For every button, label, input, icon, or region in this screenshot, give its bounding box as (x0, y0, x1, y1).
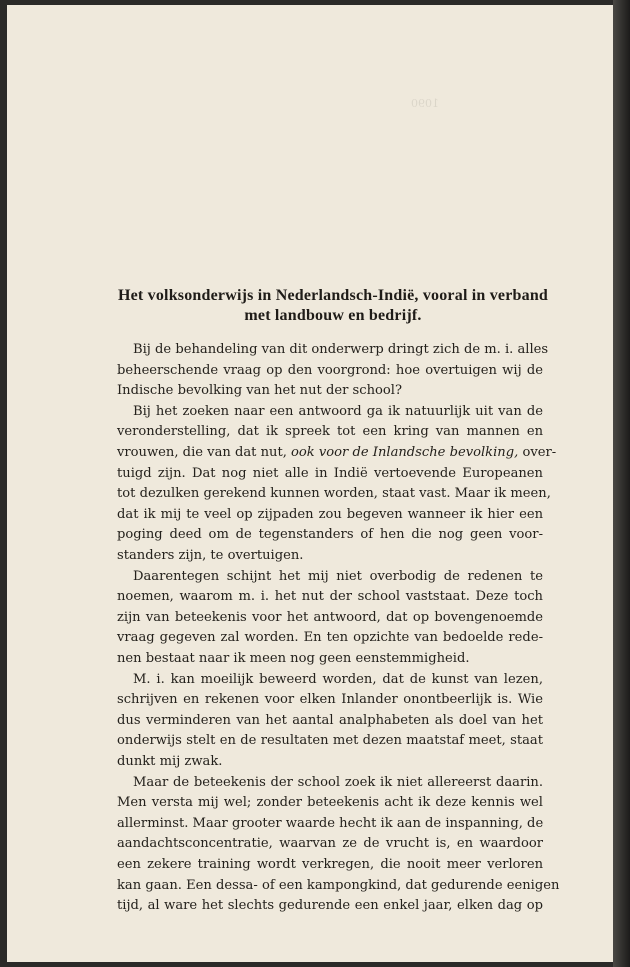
body-line: kan gaan. Een dessa- of een kampongkind, dat gedurende eenigen (117, 877, 560, 893)
body-line: poging deed om de tegenstanders of hen die nog geen voor- (117, 527, 543, 543)
body-line: onderwijs stelt en de resultaten met dezen maatstaf meet, staat (117, 733, 543, 749)
body-line: dat ik mij te veel op zijpaden zou begeven wanneer ik hier een (117, 506, 543, 522)
body-line: beheerschende vraag op den voorgrond: hoe overtuigen wij de (117, 362, 543, 378)
bleed-page-number: 1090 (411, 97, 439, 110)
body-line: een zekere training wordt verkregen, die nooit meer verloren (117, 857, 543, 872)
article-title-line-1: Het volksonderwijs in Nederlandsch-Indië, vooral in verband (117, 287, 549, 304)
body-line: tot dezulken gerekend kunnen worden, staat vast. Maar ik meen, (117, 486, 551, 502)
body-line: Daarentegen schijnt het mij niet overbodig de redenen te (133, 568, 543, 584)
article-title-line-2: met landbouw en bedrijf. (244, 307, 422, 324)
body-line: zijn van beteekenis voor het antwoord, dat op bovengenoemde (117, 609, 543, 625)
body-line: vraag gegeven zal worden. En ten opzichte van bedoelde rede- (117, 630, 543, 646)
body-line: standers zijn, te overtuigen. (117, 548, 304, 563)
body-line: aandachtsconcentratie, waarvan ze de vrucht is, en waardoor (117, 836, 543, 852)
bleed-through-text (295, 95, 555, 270)
body-line: vrouwen, die van dat nut, ook voor de Inlandsche bevolking, over- (117, 445, 557, 460)
body-line: Indische bevolking van het nut der school? (117, 383, 402, 399)
body-line: Bij het zoeken naar een antwoord ga ik natuurlijk uit van de (133, 403, 543, 419)
body-line: M. i. kan moeilijk beweerd worden, dat de kunst van lezen, (133, 671, 543, 687)
page-edge-shadow (613, 0, 630, 967)
body-line: Bij de behandeling van dit onderwerp dringt zich de m. i. alles (133, 342, 549, 357)
body-line: Men versta mij wel; zonder beteekenis acht ik deze kennis wel (117, 795, 543, 811)
body-line: dunkt mij zwak. (117, 754, 223, 769)
body-line: nen bestaat naar ik meen nog geen eenstemmigheid. (117, 651, 470, 666)
emphasized-phrase: ook voor de Inlandsche bevolking, (291, 445, 519, 460)
body-line: tijd, al ware het slechts gedurende een enkel jaar, elken dag op (117, 898, 543, 914)
body-line: dus verminderen van het aantal analphabeten als doel van het (117, 712, 543, 728)
body-line: noemen, waarom m. i. het nut der school vaststaat. Deze toch (117, 589, 543, 605)
body-line: allerminst. Maar grooter waarde hecht ik aan de inspanning, de (117, 815, 544, 831)
body-line: Maar de beteekenis der school zoek ik niet allereerst daarin. (133, 774, 543, 790)
body-line: schrijven en rekenen voor elken Inlander onontbeerlijk is. Wie (117, 692, 543, 708)
body-line: tuigd zijn. Dat nog niet alle in Indië vertoevende Europeanen (117, 465, 543, 481)
body-line: veronderstelling, dat ik spreek tot een kring van mannen en (117, 424, 543, 440)
